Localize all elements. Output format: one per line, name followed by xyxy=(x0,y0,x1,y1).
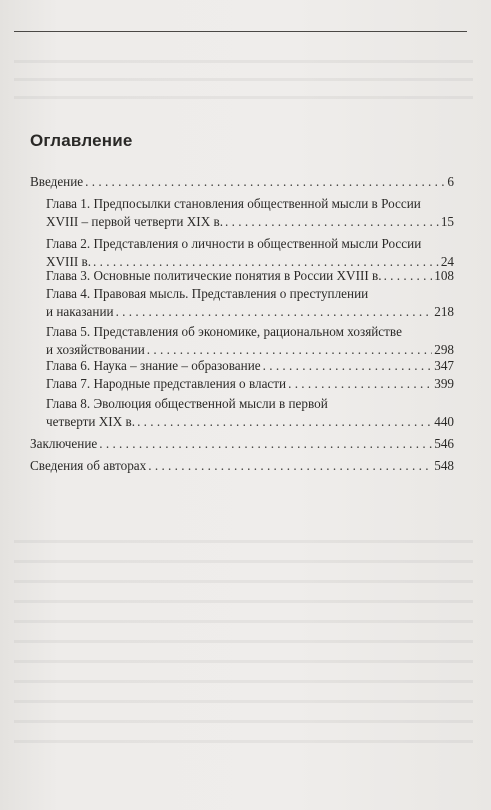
leader-dots xyxy=(288,375,432,393)
toc-entry-page: 548 xyxy=(434,458,454,473)
toc-entry-page: 546 xyxy=(434,436,454,451)
toc-entry-conclusion[interactable] xyxy=(30,435,454,453)
toc-entry-label: Введение xyxy=(30,174,84,189)
toc-entry-page: 347 xyxy=(434,358,454,373)
toc-entry-chapter-7[interactable] xyxy=(46,375,454,393)
toc-entry-label-line-1: Глава 4. Правовая мысль. Представления о преступлении xyxy=(46,286,369,301)
toc-entry-page: 218 xyxy=(434,304,454,319)
bleed-through xyxy=(14,580,473,583)
toc-entry-chapter-6[interactable] xyxy=(46,357,454,375)
toc-entry-label-line-2: четверти XIX в. xyxy=(46,414,136,429)
toc-entry-label-line-1: Глава 1. Предпосылки становления общественной мысли в России xyxy=(46,196,421,211)
toc-entry-label: Сведения об авторах xyxy=(30,458,147,473)
leader-dots xyxy=(225,213,439,231)
toc-entry-chapter-4[interactable] xyxy=(46,285,454,321)
toc-entry-label-line-2: и хозяйствовании xyxy=(46,342,145,357)
toc-entry-introduction[interactable] xyxy=(30,173,454,191)
toc-entry-page: 298 xyxy=(434,342,454,357)
toc-entry-label-line-1: Глава 5. Представления об экономике, рациональном хозяйстве xyxy=(46,324,402,339)
toc-entry-chapter-8[interactable] xyxy=(46,395,454,431)
bleed-through xyxy=(14,600,473,603)
toc-entry-label-line-2: и наказании xyxy=(46,304,114,319)
bleed-through xyxy=(14,96,473,99)
toc-entry-label: Глава 6. Наука – знание – образование xyxy=(46,358,261,373)
leader-dots xyxy=(263,357,433,375)
bleed-through xyxy=(14,60,473,63)
toc-title: Оглавление xyxy=(30,131,133,150)
toc-entry-about-authors[interactable] xyxy=(30,457,454,475)
bleed-through xyxy=(14,700,473,703)
toc-entry-page: 15 xyxy=(440,214,454,229)
toc-entry-chapter-3[interactable] xyxy=(46,267,454,285)
toc-entry-label: Глава 3. Основные политические понятия в России XVIII в. xyxy=(46,268,382,283)
bleed-through xyxy=(14,680,473,683)
bleed-through xyxy=(14,640,473,643)
toc-entry-page: 108 xyxy=(434,268,454,283)
leader-dots xyxy=(148,457,432,475)
header-rule xyxy=(14,31,467,32)
toc-entry-page: 24 xyxy=(440,254,454,269)
bleed-through xyxy=(14,560,473,563)
bleed-through xyxy=(14,620,473,623)
toc-entry-label: Заключение xyxy=(30,436,98,451)
leader-dots xyxy=(85,173,445,191)
bleed-through xyxy=(14,660,473,663)
leader-dots xyxy=(384,267,433,285)
leader-dots xyxy=(99,435,432,453)
leader-dots xyxy=(137,413,432,431)
leader-dots xyxy=(116,303,433,321)
toc-entry-page: 440 xyxy=(434,414,454,429)
bleed-through xyxy=(14,720,473,723)
toc-entry-chapter-5[interactable] xyxy=(46,323,454,359)
toc-entry-label-line-1: Глава 8. Эволюция общественной мысли в первой xyxy=(46,396,328,411)
bleed-through xyxy=(14,540,473,543)
toc-entry-chapter-2[interactable] xyxy=(46,235,454,271)
bleed-through xyxy=(14,740,473,743)
toc-entry-page: 6 xyxy=(447,174,454,189)
toc-entry-label: Глава 7. Народные представления о власти xyxy=(46,376,287,391)
toc-entry-label-line-1: Глава 2. Представления о личности в общественной мысли России xyxy=(46,236,422,251)
toc-entry-page: 399 xyxy=(434,376,454,391)
toc-entry-label-line-2: XVIII в. xyxy=(46,254,92,269)
toc-entry-chapter-1[interactable] xyxy=(46,195,454,231)
toc-entry-label-line-2: XVIII – первой четверти XIX в. xyxy=(46,214,224,229)
bleed-through xyxy=(14,78,473,81)
